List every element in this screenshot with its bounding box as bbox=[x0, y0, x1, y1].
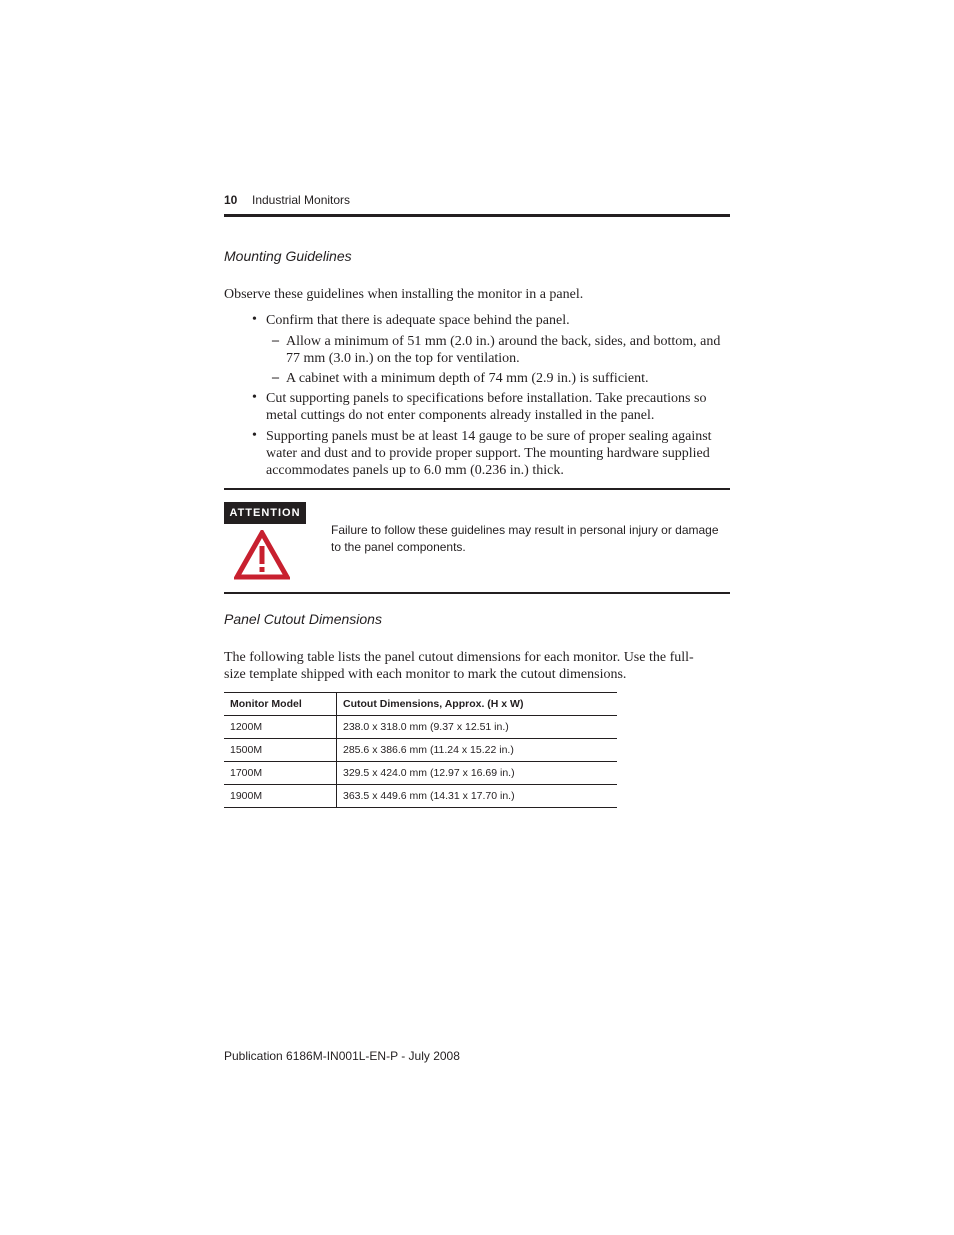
table-cell-model: 1200M bbox=[224, 716, 337, 739]
table-row bbox=[224, 785, 617, 808]
attention-label: ATTENTION bbox=[224, 502, 306, 524]
table-cell-model: 1900M bbox=[224, 785, 337, 808]
warning-exclamation-bar bbox=[260, 546, 265, 564]
table-header-row bbox=[224, 693, 617, 716]
column-header: Cutout Dimensions, Approx. (H x W) bbox=[337, 693, 618, 716]
table-cell-model: 1500M bbox=[224, 739, 337, 762]
list-item: Cut supporting panels to specifications before installation. Take precautions so metal cuttings do not enter components already installed in the panel. bbox=[266, 391, 707, 423]
sub-list-item: A cabinet with a minimum depth of 74 mm (2.9 in.) is sufficient. bbox=[286, 371, 649, 386]
table-cell-dimensions: 329.5 x 424.0 mm (12.97 x 16.69 in.) bbox=[337, 762, 618, 785]
table-cell-dimensions: 363.5 x 449.6 mm (14.31 x 17.70 in.) bbox=[337, 785, 618, 808]
table-row bbox=[224, 762, 617, 785]
mounting-intro: Observe these guidelines when installing the monitor in a panel. bbox=[224, 287, 584, 302]
attention-bottom-rule bbox=[224, 592, 730, 594]
attention-message: Failure to follow these guidelines may result in personal injury or damage to the panel components. bbox=[331, 523, 719, 554]
cutout-dimensions-heading: Panel Cutout Dimensions bbox=[224, 611, 382, 627]
list-item: Confirm that there is adequate space behind the panel. bbox=[266, 313, 570, 328]
table-row bbox=[224, 739, 617, 762]
bullet-marker: • bbox=[252, 312, 257, 327]
mounting-guidelines-heading: Mounting Guidelines bbox=[224, 248, 352, 264]
warning-exclamation-dot bbox=[260, 567, 265, 572]
sub-list-item: Allow a minimum of 51 mm (2.0 in.) around the back, sides, and bottom, and 77 mm (3.0 in.) on the top for ventilation. bbox=[286, 334, 721, 366]
dash-marker: – bbox=[272, 333, 279, 348]
bullet-marker: • bbox=[252, 390, 257, 405]
bullet-marker: • bbox=[252, 428, 257, 443]
attention-top-rule bbox=[224, 488, 730, 490]
table-row bbox=[224, 716, 617, 739]
table-cell-dimensions: 238.0 x 318.0 mm (9.37 x 12.51 in.) bbox=[337, 716, 618, 739]
list-item: Supporting panels must be at least 14 gauge to be sure of proper sealing against water and dust and to provide proper support. The mounting hardware supplied accommodates panels up to 6.0 mm (0.236 in.) thick. bbox=[266, 429, 712, 478]
column-header: Monitor Model bbox=[224, 693, 337, 716]
header-divider bbox=[224, 214, 730, 217]
warning-triangle-icon bbox=[234, 530, 290, 580]
cutout-dimensions-table bbox=[224, 692, 617, 808]
cutout-intro: The following table lists the panel cutout dimensions for each monitor. Use the full-size template shipped with each monitor to mark the cutout dimensions. bbox=[224, 650, 694, 682]
table-cell-model: 1700M bbox=[224, 762, 337, 785]
table-cell-dimensions: 285.6 x 386.6 mm (11.24 x 15.22 in.) bbox=[337, 739, 618, 762]
page-number: 10 bbox=[224, 193, 238, 207]
dash-marker: – bbox=[272, 370, 279, 385]
publication-footer: Publication 6186M-IN001L-EN-P - July 2008 bbox=[224, 1049, 460, 1063]
running-header-title: Industrial Monitors bbox=[252, 193, 351, 207]
